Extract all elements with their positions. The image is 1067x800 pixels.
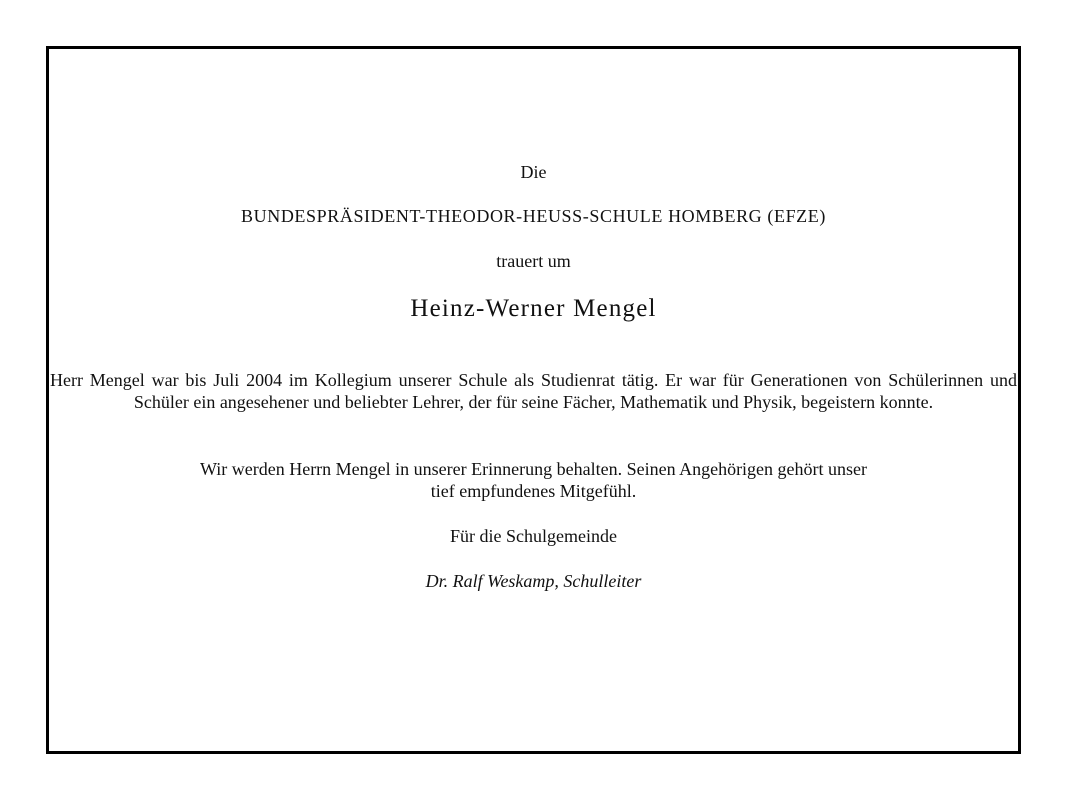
condolence-line-1: Wir werden Herrn Mengel in unserer Erinnerung behalten. Seinen Angehörigen gehört unser <box>199 459 868 479</box>
closing-text: Für die Schulgemeinde <box>450 526 617 546</box>
condolence-line-2: tief empfundenes Mitgefühl. <box>430 481 637 501</box>
mourns-text: trauert um <box>496 251 571 271</box>
tribute-paragraph: Herr Mengel war bis Juli 2004 im Kollegium unserer Schule als Studienrat tätig. Er war für Generationen von Schülerinnen und Schüler ein angesehener und beliebter Lehrer, der für seine Fächer, Mathematik und Physik, begeistern konnte. <box>50 370 1017 412</box>
notice-frame <box>46 46 1021 754</box>
signature: Dr. Ralf Weskamp, Schulleiter <box>425 571 642 591</box>
deceased-name: Heinz-Werner Mengel <box>410 295 657 322</box>
intro-text: Die <box>520 162 547 182</box>
condolence-paragraph <box>129 458 938 502</box>
school-name: BUNDESPRÄSIDENT-THEODOR-HEUSS-SCHULE HOMBERG (EFZE) <box>241 206 826 226</box>
